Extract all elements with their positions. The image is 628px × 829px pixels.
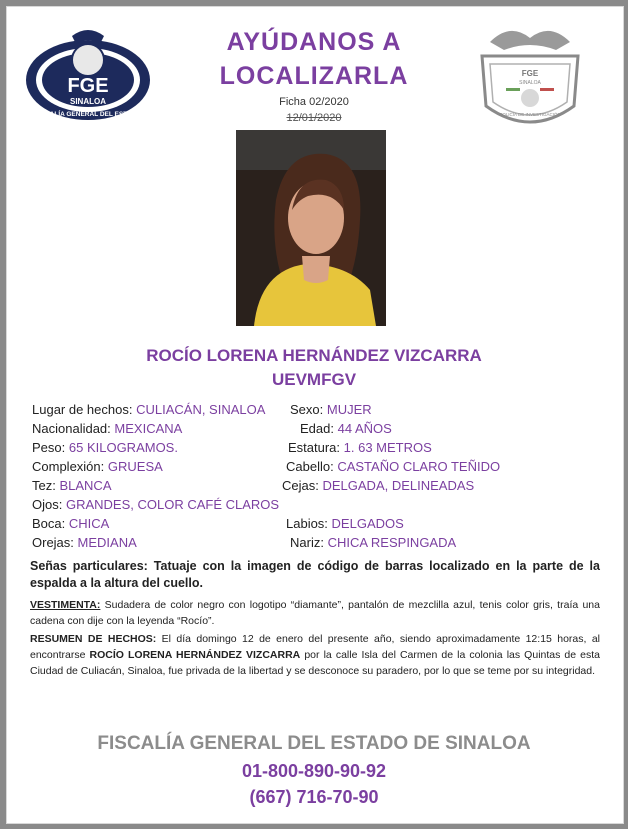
resumen-name: ROCÍO LORENA HERNÁNDEZ VIZCARRA	[89, 649, 301, 661]
resumen-label: RESUMEN DE HECHOS:	[30, 633, 157, 645]
resumen-text-1: El día domingo 12 de enero del presente año, siendo aproximadamente 12:15 horas, al encontrarse	[30, 633, 600, 661]
field-label: Nariz:	[290, 535, 324, 550]
field-complexion	[32, 459, 163, 474]
field-label: Edad:	[300, 421, 334, 436]
field-value: DELGADA, DELINEADAS	[322, 478, 475, 493]
field-tez	[32, 478, 112, 493]
field-label: Ojos:	[32, 497, 63, 512]
logo-right-state: SINALOA	[519, 80, 541, 86]
logo-left-state: SINALOA	[70, 97, 106, 106]
field-label: Cabello:	[286, 459, 334, 474]
footer-agency: FISCALÍA GENERAL DEL ESTADO DE SINALOA	[97, 733, 531, 754]
field-cejas	[282, 478, 474, 493]
vestimenta-text: Sudadera de color negro con logotipo “diamante”, pantalón de mezclilla azul, tenis color gris, traía una cadena con dije con la leyenda “Rocío”.	[30, 599, 600, 627]
poster-title-line2: LOCALIZARLA	[219, 62, 409, 90]
field-value: 65 KILOGRAMOS.	[68, 440, 178, 455]
field-label: Lugar de hechos:	[32, 402, 133, 417]
field-ojos	[32, 497, 279, 512]
field-value: 44 AÑOS	[337, 421, 392, 436]
field-label: Peso:	[32, 440, 66, 455]
field-sexo	[290, 402, 372, 417]
field-label: Complexión:	[32, 459, 105, 474]
field-value: DELGADOS	[331, 516, 404, 531]
poster-title-line1: AYÚDANOS A	[226, 28, 402, 56]
field-label: Boca:	[32, 516, 66, 531]
field-value: CHICA RESPINGADA	[327, 535, 457, 550]
field-peso	[32, 440, 178, 455]
field-value: MEXICANA	[114, 421, 183, 436]
senas-text: Tatuaje con la imagen de código de barras localizado en la parte de la espalda a la altura del cuello.	[30, 559, 600, 590]
field-label: Nacionalidad:	[32, 421, 111, 436]
logo-left-ring-text: FISCALÍA GENERAL DEL ESTADO	[34, 111, 142, 118]
field-value: GRUESA	[107, 459, 163, 474]
resumen-text-2: por la calle Isla del Carmen de la colonia las Quintas de esta Ciudad de Culiacán, Sinaloa, fue privada de la libertad y se desconoce su paradero, por lo que se teme por su integridad.	[30, 649, 601, 677]
logo-right-abbr: FGE	[521, 69, 539, 78]
field-label: Cejas:	[282, 478, 319, 493]
field-boca	[32, 516, 109, 531]
ficha-number: Ficha 02/2020	[279, 96, 349, 108]
case-code: UEVMFGV	[271, 370, 357, 389]
field-value: CHICA	[68, 516, 110, 531]
vestimenta-label: VESTIMENTA:	[30, 599, 101, 611]
field-value: MUJER	[326, 402, 372, 417]
person-name: ROCÍO LORENA HERNÁNDEZ VIZCARRA	[146, 346, 482, 365]
resumen-hechos	[30, 631, 600, 679]
logo-left-abbr: FGE	[67, 75, 109, 97]
field-label: Tez:	[32, 478, 56, 493]
ficha-date: 12/01/2020	[286, 112, 342, 124]
footer-phone-2: (667) 716-70-90	[249, 787, 379, 807]
vestimenta	[30, 597, 600, 629]
logo-right-ring-text: POLICÍA DE INVESTIGACIÓN	[499, 112, 561, 117]
senas-label: Señas particulares:	[30, 559, 148, 573]
field-value: GRANDES, COLOR CAFÉ CLAROS	[65, 497, 280, 512]
field-value: 1. 63 METROS	[343, 440, 432, 455]
field-labios	[286, 516, 404, 531]
field-nariz	[290, 535, 456, 550]
field-orejas	[32, 535, 137, 550]
field-nacionalidad	[32, 421, 182, 436]
field-value: MEDIANA	[77, 535, 137, 550]
field-cabello	[286, 459, 500, 474]
field-value: CULIACÁN, SINALOA	[136, 402, 266, 417]
field-label: Orejas:	[32, 535, 74, 550]
field-estatura	[288, 440, 432, 455]
field-value: BLANCA	[59, 478, 112, 493]
field-label: Labios:	[286, 516, 328, 531]
field-label: Estatura:	[288, 440, 341, 455]
field-label: Sexo:	[290, 402, 324, 417]
senas-particulares	[30, 558, 600, 592]
field-edad	[300, 421, 392, 436]
footer-phone-1: 01-800-890-90-92	[241, 761, 387, 781]
missing-person-photo	[236, 130, 386, 326]
field-value: CASTAÑO CLARO TEÑIDO	[337, 459, 501, 474]
field-lugar	[32, 402, 265, 417]
